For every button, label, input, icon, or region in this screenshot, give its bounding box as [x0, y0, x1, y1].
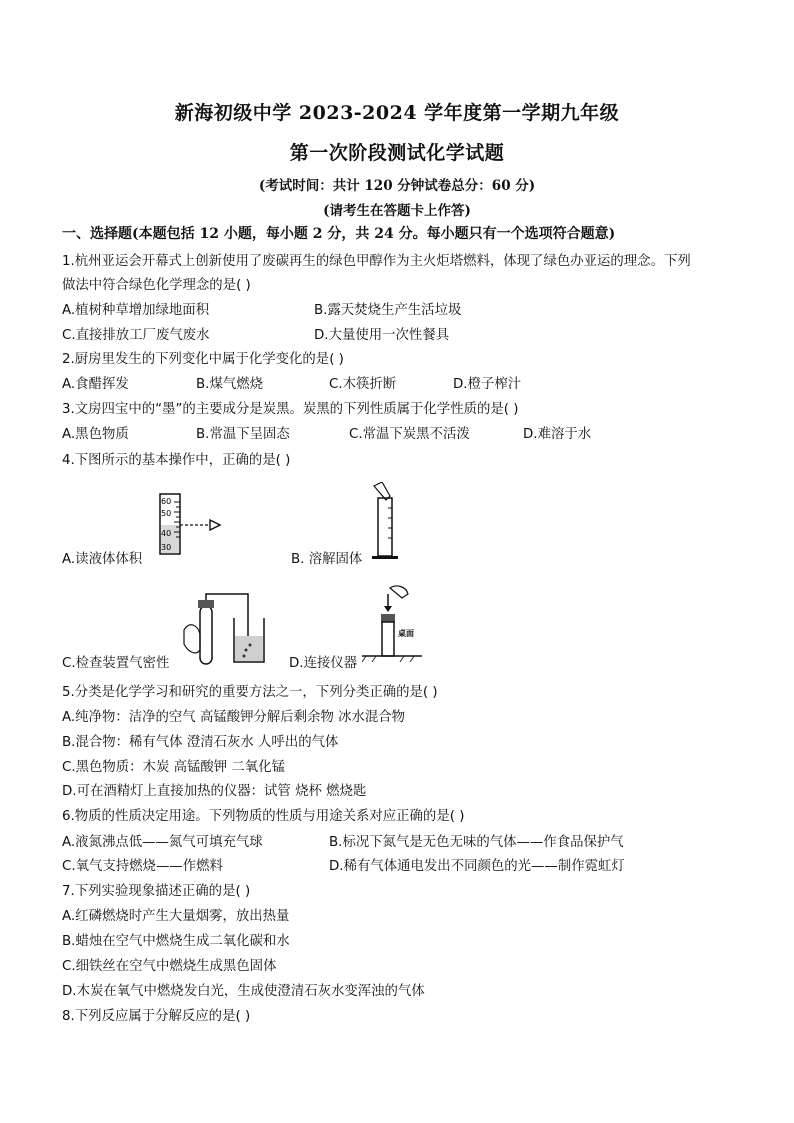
- q7-stem: 7.下列实验现象描述正确的是( ): [62, 884, 251, 899]
- test-tube: [382, 622, 394, 656]
- q4-stem: 4.下图所示的基本操作中，正确的是( ): [62, 453, 291, 468]
- desk-label: 桌面: [398, 629, 414, 638]
- q1-stem-line1: 1.杭州亚运会开幕式上创新使用了废碳再生的绿色甲醇作为主火炬塔燃料，体现了绿色办亚运的理念。下列: [62, 254, 691, 269]
- exam-note: (请考生在答题卡上作答): [323, 203, 471, 219]
- q3-stem: 3.文房四宝中的“墨”的主要成分是炭黑。炭黑的下列性质属于化学性质的是( ): [62, 402, 519, 417]
- exam-title-line1: 新海初级中学 2023-2024 学年度第一学期九年级: [174, 102, 620, 124]
- q3-option-c: C.常温下炭黑不活泼: [349, 427, 470, 442]
- cylinder-tick-label: 40: [161, 529, 172, 538]
- q2-option-a: A.食醋挥发: [62, 377, 129, 392]
- q4-option-d: D.连接仪器: [289, 656, 358, 671]
- q6-option-a: A.液氮沸点低——氮气可填充气球: [62, 835, 263, 850]
- q4-option-a: A.读液体体积: [62, 552, 143, 567]
- q2-option-c: C.木筷折断: [329, 377, 397, 392]
- q4-option-c: C.检查装置气密性: [62, 656, 170, 671]
- dissolving-solid-figure: [360, 482, 410, 562]
- q2-stem: 2.厨房里发生的下列变化中属于化学变化的是( ): [62, 352, 344, 367]
- q3-option-b: B.常温下呈固态: [196, 427, 290, 442]
- connect-apparatus-figure: [362, 584, 422, 664]
- eye-icon: [210, 520, 220, 530]
- q6-option-b: B.标况下氮气是无色无味的气体——作食品保护气: [329, 835, 624, 850]
- cylinder-base: [372, 556, 398, 559]
- cylinder-reading-figure: [150, 492, 230, 556]
- q7-option-c: C.细铁丝在空气中燃烧生成黑色固体: [62, 959, 277, 974]
- q7-option-b: B.蜡烛在空气中燃烧生成二氧化碳和水: [62, 934, 290, 949]
- q3-option-d: D.难溶于水: [523, 427, 592, 442]
- q5-option-a: A.纯净物：洁净的空气 高锰酸钾分解后剩余物 冰水混合物: [62, 710, 406, 725]
- q2-option-d: D.橙子榨汁: [453, 377, 522, 392]
- q1-option-d: D.大量使用一次性餐具: [314, 328, 450, 343]
- q1-option-b: B.露天焚烧生产生活垃圾: [314, 303, 462, 318]
- rubber-stopper: [198, 600, 214, 608]
- exam-title-line2: 第一次阶段测试化学试题: [289, 142, 505, 164]
- q5-stem: 5.分类是化学学习和研究的重要方法之一，下列分类正确的是( ): [62, 685, 438, 700]
- q7-option-d: D.木炭在氧气中燃烧发白光，生成使澄清石灰水变浑浊的气体: [62, 984, 425, 999]
- exam-info: (考试时间：共计 120 分钟试卷总分：60 分): [258, 178, 536, 194]
- q6-option-d: D.稀有气体通电发出不同颜色的光——制作霓虹灯: [329, 859, 625, 874]
- beaker-water: [235, 636, 263, 661]
- q1-option-a: A.植树种草增加绿地面积: [62, 303, 210, 318]
- cylinder-tick-label: 60: [161, 497, 172, 506]
- section-heading: 一、选择题(本题包括 12 小题，每小题 2 分，共 24 分。每小题只有一个选项符合题意): [62, 226, 616, 242]
- q5-option-c: C.黑色物质：木炭 高锰酸钾 二氧化锰: [62, 760, 285, 775]
- cylinder-body: [378, 498, 392, 556]
- cylinder-tick-label: 50: [161, 509, 172, 518]
- q5-option-d: D.可在酒精灯上直接加热的仪器：试管 烧杯 燃烧匙: [62, 784, 367, 799]
- q3-option-a: A.黑色物质: [62, 427, 129, 442]
- hand-icon: [184, 625, 200, 653]
- q1-option-c: C.直接排放工厂废气废水: [62, 328, 210, 343]
- q7-option-a: A.红磷燃烧时产生大量烟雾，放出热量: [62, 909, 290, 924]
- q8-stem: 8.下列反应属于分解反应的是( ): [62, 1009, 251, 1024]
- test-tube: [200, 606, 212, 664]
- q6-option-c: C.氧气支持燃烧——作燃料: [62, 859, 223, 874]
- hand-icon: [390, 586, 408, 598]
- q6-stem: 6.物质的性质决定用途。下列物质的性质与用途关系对应正确的是( ): [62, 809, 465, 824]
- q2-option-b: B.煤气燃烧: [196, 377, 264, 392]
- airtightness-figure: [178, 590, 298, 668]
- q1-stem-line2: 做法中符合绿色化学理念的是( ): [62, 278, 251, 293]
- q5-option-b: B.混合物：稀有气体 澄清石灰水 人呼出的气体: [62, 735, 339, 750]
- cylinder-tick-label: 30: [161, 543, 172, 552]
- q4-option-b: B. 溶解固体: [291, 552, 363, 567]
- arrow-head-icon: [384, 606, 392, 612]
- rubber-stopper: [381, 614, 395, 622]
